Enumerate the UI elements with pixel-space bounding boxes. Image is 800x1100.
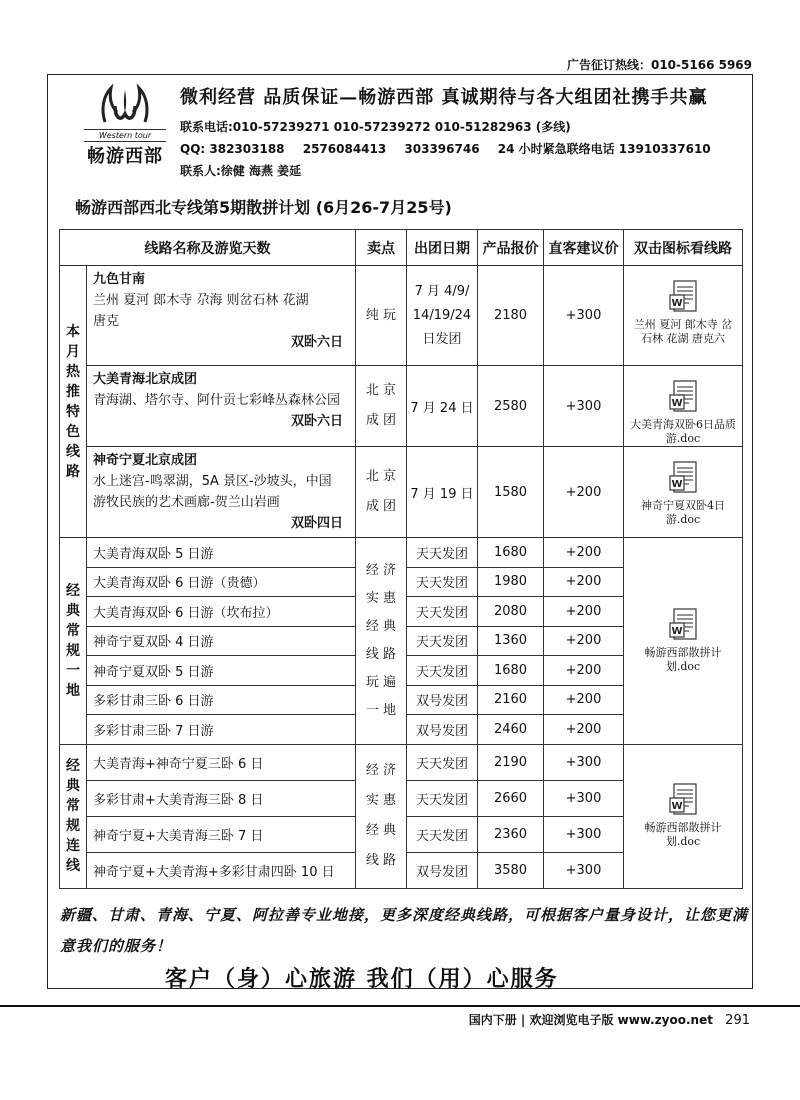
doc-link-cell[interactable] — [624, 366, 743, 447]
price: 2080 — [478, 597, 544, 627]
route-name: 大美青海+神奇宁夏三卧 6 日 — [87, 744, 356, 780]
doc-link-cell[interactable] — [624, 447, 743, 538]
routes-table — [59, 229, 743, 889]
route-sights-cont: 游牧民族的艺术画廊-贺兰山岩画 — [93, 495, 280, 510]
price: 1980 — [478, 567, 544, 597]
route-name: 九色甘南 — [93, 272, 146, 287]
service-note: 新疆、甘肃、青海、宁夏、阿拉善专业地接，更多深度经典线路，可根据客户量身设计，让您更满意我们的服务！ — [60, 906, 749, 955]
suggested-price: +300 — [544, 366, 624, 447]
suggested-price: +300 — [544, 852, 624, 888]
group-hot: 本 月 热 推 特 色 线 路 — [60, 266, 87, 538]
doc-label[interactable]: 畅游西部散拼计划.doc — [644, 821, 722, 848]
sell-line-1: 经 济 — [365, 763, 397, 778]
sell-line-1: 北 京 — [365, 469, 397, 484]
table-row — [60, 366, 743, 447]
word-doc-icon[interactable] — [669, 380, 697, 414]
route-name: 神奇宁夏北京成团 — [93, 453, 198, 468]
doc-link-cell[interactable] — [624, 266, 743, 366]
sell-point: 纯 玩 — [356, 266, 407, 366]
price: 3580 — [478, 852, 544, 888]
route-duration: 双卧六日 — [290, 414, 343, 429]
route-duration: 双卧六日 — [290, 335, 343, 350]
doc-label[interactable]: 神奇宁夏双卧4日游.doc — [641, 499, 725, 526]
group-classic: 经 典 常 规 一 地 — [60, 538, 87, 745]
sell-line-1: 北 京 — [365, 383, 397, 398]
suggested-price: +200 — [544, 685, 624, 715]
header-suggest: 直客建议价 — [544, 230, 624, 266]
route-duration: 双卧四日 — [290, 516, 343, 531]
sell-line-5: 玩 遍 — [365, 674, 397, 690]
route-name: 大美青海双卧 6 日游（贵德） — [87, 567, 356, 597]
doc-label[interactable]: 畅游西部散拼计划.doc — [644, 645, 722, 673]
svg-text:W: W — [671, 298, 683, 309]
contacts-line: 联系人:徐健 海燕 姜延 — [180, 164, 302, 178]
route-name: 神奇宁夏+大美青海三卧 7 日 — [87, 816, 356, 852]
sell-point-classic — [356, 538, 407, 745]
header-route: 线路名称及游览天数 — [60, 230, 356, 266]
route-cell — [87, 447, 356, 538]
table-row — [60, 538, 743, 568]
route-name: 多彩甘肃+大美青海三卧 8 日 — [87, 780, 356, 816]
header-date: 出团日期 — [407, 230, 478, 266]
footer-section: 国内下册 | 欢迎浏览电子版 www.zyoo.net — [468, 1013, 713, 1027]
table-header-row — [60, 230, 743, 266]
route-name: 大美青海双卧 5 日游 — [87, 538, 356, 568]
price: 1680 — [478, 538, 544, 568]
depart-date: 双号发团 — [407, 852, 478, 888]
sell-line-4: 线 路 — [365, 853, 397, 868]
doc-label[interactable]: 兰州 夏河 郎木寺 岔石林 花湖 唐克六 — [633, 318, 733, 345]
route-name: 神奇宁夏双卧 4 日游 — [87, 626, 356, 656]
table-row — [60, 266, 743, 366]
date-line-3: 日发团 — [422, 331, 462, 347]
price: 2360 — [478, 816, 544, 852]
sell-line-4: 线 路 — [365, 646, 397, 662]
suggested-price: +200 — [544, 567, 624, 597]
depart-date: 天天发团 — [407, 744, 478, 780]
svg-text:W: W — [671, 398, 683, 409]
sell-line-3: 经 典 — [365, 823, 397, 838]
svg-text:W: W — [671, 625, 683, 637]
suggested-price: +200 — [544, 656, 624, 686]
depart-date: 双号发团 — [407, 715, 478, 745]
sell-line-2: 成 团 — [365, 413, 397, 428]
logo-chinese: 畅游西部 — [87, 146, 163, 167]
svg-text:W: W — [671, 801, 683, 812]
price: 2160 — [478, 685, 544, 715]
svg-text:W: W — [671, 479, 683, 490]
price: 1360 — [478, 626, 544, 656]
date-line-2: 14/19/24 — [412, 307, 472, 323]
qq-number-1: QQ: 382303188 — [180, 142, 285, 156]
qq-number-2: 2576084413 — [302, 142, 387, 156]
depart-date: 7 月 19 日 — [407, 447, 478, 538]
sell-point — [356, 366, 407, 447]
doc-link-cell[interactable] — [624, 744, 743, 888]
route-sights: 水上迷宫-鸣翠湖，5A 景区-沙坡头，中国 — [93, 474, 332, 489]
price: 1680 — [478, 656, 544, 686]
header-price: 产品报价 — [478, 230, 544, 266]
route-name: 神奇宁夏+大美青海+多彩甘肃四卧 10 日 — [87, 852, 356, 888]
sell-point — [356, 447, 407, 538]
route-name: 大美青海双卧 6 日游（坎布拉） — [87, 597, 356, 627]
route-sights: 青海湖、塔尔寺、阿什贡七彩峰丛森林公园 — [93, 393, 341, 408]
page-footer — [0, 1005, 800, 1031]
suggested-price: +200 — [544, 447, 624, 538]
route-name: 神奇宁夏双卧 5 日游 — [87, 656, 356, 686]
suggested-price: +300 — [544, 780, 624, 816]
suggested-price: +200 — [544, 715, 624, 745]
price: 2460 — [478, 715, 544, 745]
phone-line: 联系电话:010-57239271 010-57239272 010-51282963 (多线) — [180, 120, 571, 134]
price: 1580 — [478, 447, 544, 538]
ad-hotline: 广告征订热线：010-5166 5969 — [566, 58, 752, 72]
footer-rule — [0, 1005, 800, 1007]
price: 2190 — [478, 744, 544, 780]
logo-english: Western tour — [84, 129, 166, 142]
route-sights: 兰州 夏河 郎木寺 尕海 则岔石林 花湖 — [93, 293, 309, 308]
word-doc-icon[interactable] — [669, 461, 697, 495]
word-doc-icon[interactable] — [669, 608, 697, 642]
route-cell — [87, 366, 356, 447]
page-number: 291 — [725, 1013, 750, 1028]
tagline: 客户（身）心旅游 我们（用）心服务 — [165, 967, 559, 992]
route-name: 多彩甘肃三卧 7 日游 — [87, 715, 356, 745]
group-combo: 经 典 常 规 连 线 — [60, 744, 87, 888]
price: 2180 — [478, 266, 544, 366]
price: 2580 — [478, 366, 544, 447]
depart-date: 天天发团 — [407, 567, 478, 597]
route-sights-cont: 唐克 — [93, 314, 120, 329]
doc-link-cell[interactable] — [624, 538, 743, 745]
sell-line-2: 实 惠 — [365, 590, 397, 606]
doc-label[interactable]: 大美青海双卧6日品质游.doc — [630, 418, 736, 445]
depart-date: 7 月 24 日 — [407, 366, 478, 447]
suggested-price: +200 — [544, 597, 624, 627]
suggested-price: +300 — [544, 266, 624, 366]
sell-line-6: 一 地 — [365, 702, 397, 718]
word-doc-icon[interactable] — [669, 783, 697, 817]
route-name: 多彩甘肃三卧 6 日游 — [87, 685, 356, 715]
depart-date: 天天发团 — [407, 597, 478, 627]
suggested-price: +200 — [544, 538, 624, 568]
depart-date — [407, 266, 478, 366]
price: 2660 — [478, 780, 544, 816]
word-doc-icon[interactable] — [669, 280, 697, 314]
sell-line-3: 经 典 — [365, 618, 397, 634]
suggested-price: +300 — [544, 744, 624, 780]
sell-line-2: 实 惠 — [365, 793, 397, 808]
depart-date: 天天发团 — [407, 656, 478, 686]
plan-title: 畅游西部西北专线第5期散拼计划 (6月26-7月25号) — [75, 198, 452, 217]
company-slogan: 微利经营 品质保证—畅游西部 真诚期待与各大组团社携手共赢 — [180, 87, 708, 108]
sell-line-2: 成 团 — [365, 499, 397, 514]
header-doc: 双击图标看线路 — [624, 230, 743, 266]
suggested-price: +200 — [544, 626, 624, 656]
depart-date: 天天发团 — [407, 626, 478, 656]
date-line-1: 7 月 4/9/ — [414, 283, 470, 299]
qq-number-3: 303396746 — [404, 142, 480, 156]
depart-date: 天天发团 — [407, 816, 478, 852]
table-row — [60, 744, 743, 780]
emergency-phone: 24 小时紧急联络电话 13910337610 — [497, 142, 711, 156]
sell-line-1: 经 济 — [365, 562, 397, 578]
depart-date: 天天发团 — [407, 538, 478, 568]
table-row — [60, 447, 743, 538]
header-sell: 卖点 — [356, 230, 407, 266]
depart-date: 天天发团 — [407, 780, 478, 816]
depart-date: 双号发团 — [407, 685, 478, 715]
route-name: 大美青海北京成团 — [93, 372, 198, 387]
logo-mark-icon — [97, 82, 153, 128]
route-cell — [87, 266, 356, 366]
qq-line — [180, 140, 725, 157]
suggested-price: +300 — [544, 816, 624, 852]
sell-point-combo — [356, 744, 407, 888]
footer-text — [469, 1011, 750, 1028]
brand-logo — [80, 82, 170, 182]
